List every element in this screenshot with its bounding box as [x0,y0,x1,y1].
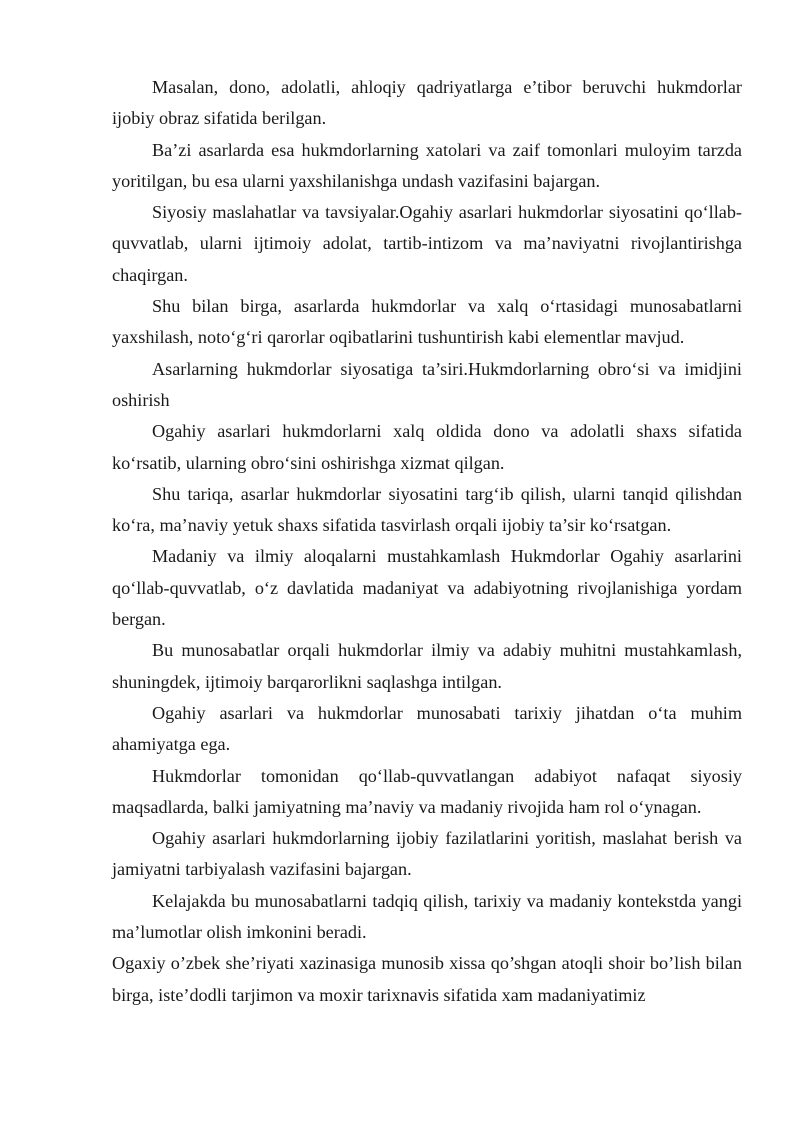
paragraph: Masalan, dono, adolatli, ahloqiy qadriyatlarga e’tibor beruvchi hukmdorlar ijobiy obraz sifatida berilgan. [112,77,742,129]
paragraph: Asarlarning hukmdorlar siyosatiga ta’siri.Hukmdorlarning obro‘si va imidjini oshirish [112,358,742,410]
paragraph: Ba’zi asarlarda esa hukmdorlarning xatolari va zaif tomonlari muloyim tarzda yoritilgan, bu esa ularni yaxshilanishga undash vazifasini bajargan. [112,139,742,191]
paragraph: Shu bilan birga, asarlarda hukmdorlar va xalq o‘rtasidagi munosabatlarni yaxshilash, noto‘g‘ri qarorlar oqibatlarini tushuntirish kabi elementlar mavjud. [112,296,742,348]
paragraph: Ogahiy asarlari hukmdorlarni xalq oldida dono va adolatli shaxs sifatida ko‘rsatib, ularning obro‘sini oshirishga xizmat qilgan. [112,421,742,473]
paragraph: Ogaxiy o’zbek she’riyati xazinasiga munosib xissa qo’shgan atoqli shoir bo’lish bilan birga, iste’dodli tarjimon va moxir tarixnavis sifatida xam madaniyatimiz [112,953,742,1005]
document-body [112,72,742,1011]
paragraph: Madaniy va ilmiy aloqalarni mustahkamlash Hukmdorlar Ogahiy asarlarini qo‘llab-quvvatlab, o‘z davlatida madaniyat va adabiyotning rivojlanishiga yordam bergan. [112,546,742,630]
paragraph: Hukmdorlar tomonidan qo‘llab-quvvatlangan adabiyot nafaqat siyosiy maqsadlarda, balki jamiyatning ma’naviy va madaniy rivojida ham rol o‘ynagan. [112,765,742,817]
paragraph: Kelajakda bu munosabatlarni tadqiq qilish, tarixiy va madaniy kontekstda yangi ma’lumotlar olish imkonini beradi. [112,890,742,943]
paragraph: Ogahiy asarlari hukmdorlarning ijobiy fazilatlarini yoritish, maslahat berish va jamiyatni tarbiyalash vazifasini bajargan. [112,828,742,880]
paragraph: Bu munosabatlar orqali hukmdorlar ilmiy va adabiy muhitni mustahkamlash, shuningdek, ijtimoiy barqarorlikni saqlashga intilgan. [112,640,742,692]
paragraph: Siyosiy maslahatlar va tavsiyalar.Ogahiy asarlari hukmdorlar siyosatini qo‘llab-quvvatlab, ularni ijtimoiy adolat, tartib-intizom va ma’naviyatni rivojlantirishga chaqirgan. [112,202,742,285]
paragraph: Shu tariqa, asarlar hukmdorlar siyosatini targ‘ib qilish, ularni tanqid qilishdan ko‘ra, ma’naviy yetuk shaxs sifatida tasvirlash orqali ijobiy ta’sir ko‘rsatgan. [112,483,742,536]
paragraph: Ogahiy asarlari va hukmdorlar munosabati tarixiy jihatdan o‘ta muhim ahamiyatga ega. [112,702,742,755]
